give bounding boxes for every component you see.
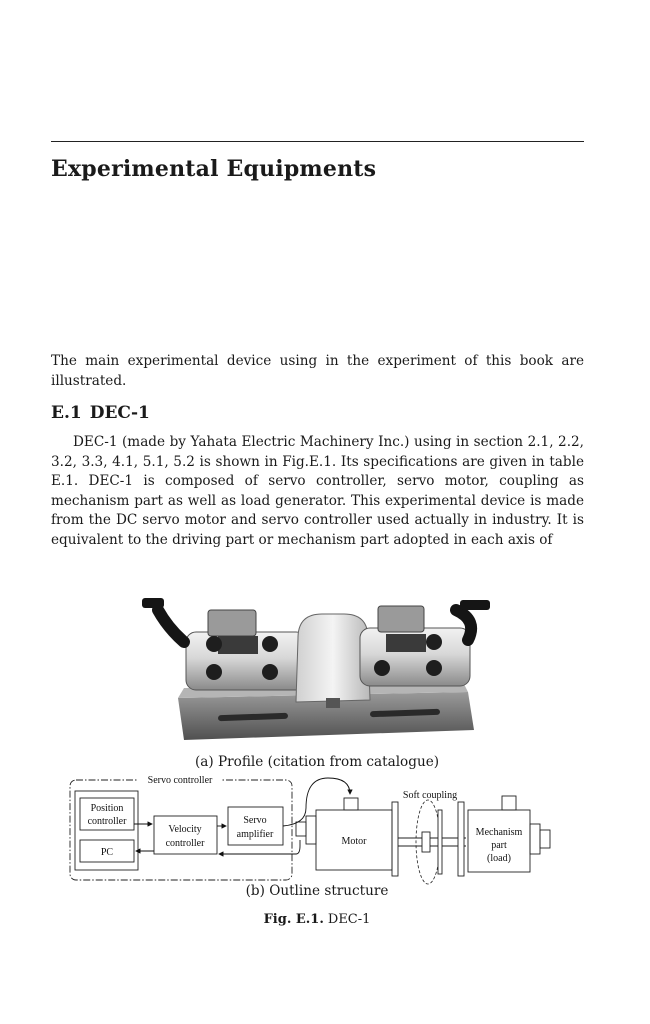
caption-profile: (a) Profile (citation from catalogue) (194, 754, 440, 770)
figure-caption (0, 912, 634, 927)
pc-label: PC (100, 847, 114, 858)
mechanism-part-line2: part (491, 840, 507, 851)
mechanism-part-line1: Mechanism (475, 827, 523, 838)
outline-structure-diagram (66, 774, 576, 886)
dec1-profile-photo (138, 580, 496, 752)
caption-outline: (b) Outline structure (245, 883, 389, 899)
intro-paragraph: The main experimental device using in the experiment of this book are illustrated. (51, 353, 584, 389)
figure-label: Fig. E.1. (263, 912, 324, 927)
soft-coupling-label: Soft coupling (402, 790, 458, 801)
position-controller-line2: controller (87, 816, 127, 827)
header-rule (51, 141, 584, 142)
mechanism-part-line3: (load) (487, 853, 511, 864)
chapter-title: Experimental Equipments (51, 156, 377, 182)
velocity-controller-line2: controller (165, 838, 205, 849)
section-heading (51, 403, 150, 423)
motor-label: Motor (341, 836, 367, 847)
figure-title: DEC-1 (327, 912, 371, 927)
section-title: DEC-1 (89, 403, 150, 423)
velocity-controller-line1: Velocity (168, 824, 202, 835)
servo-amplifier-line2: amplifier (236, 829, 274, 840)
section-paragraph: DEC-1 (made by Yahata Electric Machinery Inc.) using in section 2.1, 2.2, 3.2, 3.3, 4.1, 5.1, 5.2 is shown in Fig.E.1. Its specifications are given in table E.1. DEC-1 is composed of servo controller, servo motor, coupling as mechanism part as well as load generator. This experimental device is made from the DC servo motor and servo controller used actually in industry. It is equivalent to the driving part or mechanism part adopted in each axis of (51, 434, 584, 548)
servo-controller-label: Servo controller (147, 775, 213, 786)
position-controller-line1: Position (90, 803, 124, 814)
section-number: E.1 (51, 403, 82, 423)
servo-amplifier-line1: Servo (243, 815, 267, 826)
